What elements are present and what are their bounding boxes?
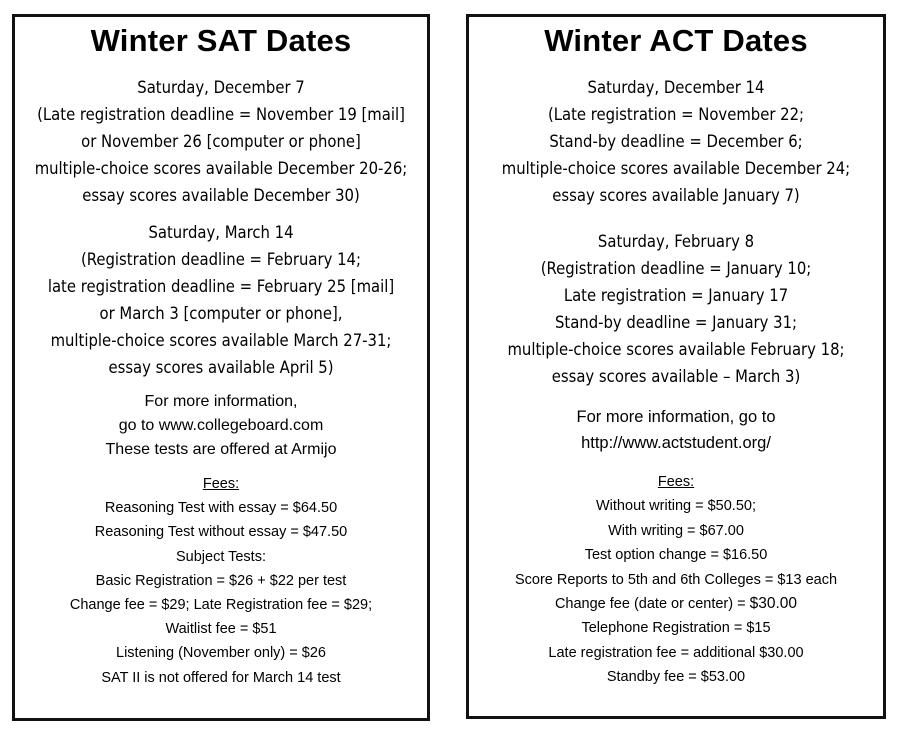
act-date2-line: (Registration deadline = January 10; — [540, 259, 812, 278]
sat-fees-title: Fees: — [202, 476, 240, 492]
sat-date2-line: late registration deadline = February 25 [mail] — [47, 277, 395, 296]
sat-date2-line: Saturday, March 14 — [148, 223, 294, 242]
sat-date2-line: or March 3 [computer or phone], — [99, 304, 343, 323]
sat-december-date-block — [15, 74, 427, 209]
sat-date2-line: essay scores available April 5) — [108, 358, 334, 377]
act-date1-line: Saturday, December 14 — [587, 78, 765, 97]
sat-date1-line: multiple-choice scores available December 20-26; — [34, 159, 408, 178]
act-fee-line: Without writing = $50.50; — [596, 498, 756, 515]
sat-date2-line: (Registration deadline = February 14; — [81, 250, 361, 269]
sat-fee-line: Subject Tests: — [175, 548, 266, 565]
act-december-date-block — [469, 74, 883, 209]
sat-date1-line: Saturday, December 7 — [137, 78, 305, 97]
sat-fee-line: Listening (November only) = $26 — [116, 645, 326, 662]
act-date2-line: Late registration = January 17 — [563, 286, 789, 305]
sat-fee-line: Reasoning Test with essay = $64.50 — [104, 500, 338, 517]
sat-march-date-block — [15, 219, 427, 381]
act-fees-block — [469, 470, 883, 690]
act-fee-line: Telephone Registration = $15 — [581, 620, 771, 637]
sat-date1-line: essay scores available December 30) — [82, 186, 360, 205]
sat-date1-line: or November 26 [computer or phone] — [81, 132, 361, 151]
sat-info-link-text: go to www.collegeboard.com — [118, 417, 324, 434]
act-fee-line: Standby fee = $53.00 — [606, 669, 746, 686]
sat-fee-line: Change fee = $29; Late Registration fee = $29; — [69, 597, 373, 614]
sat-info-line: For more information, — [144, 393, 298, 410]
act-change-fee-amount: $30.00 — [749, 595, 798, 613]
act-date1-line: multiple-choice scores available December 24; — [501, 159, 851, 178]
sat-date2-line: multiple-choice scores available March 27-31; — [50, 331, 392, 350]
act-date2-line: Stand-by deadline = January 31; — [554, 313, 798, 332]
act-fee-line-change — [469, 592, 883, 616]
act-fee-line: Score Reports to 5th and 6th Colleges = $13 each — [514, 571, 838, 588]
sat-info-line: These tests are offered at Armijo — [105, 441, 337, 458]
act-date2-line: essay scores available – March 3) — [551, 367, 801, 386]
sat-fee-line: Basic Registration = $26 + $22 per test — [95, 572, 347, 589]
sat-fee-line: Waitlist fee = $51 — [165, 621, 277, 638]
sat-fee-line: Reasoning Test without essay = $47.50 — [94, 524, 348, 541]
act-date1-line: Stand-by deadline = December 6; — [549, 132, 803, 151]
act-info-block — [469, 404, 883, 456]
act-date1-line: (Late registration = November 22; — [547, 105, 805, 124]
act-fee-line: With writing = $67.00 — [608, 522, 744, 539]
act-date2-line: Saturday, February 8 — [597, 232, 755, 251]
act-fee-line: Late registration fee = additional $30.00 — [548, 644, 804, 661]
act-dates-panel — [466, 14, 886, 719]
act-info-link-text: http://www.actstudent.org/ — [581, 434, 771, 452]
sat-date1-line: (Late registration deadline = November 19 [mail] — [37, 105, 405, 124]
act-change-fee-label: Change fee (date or center) = — [554, 596, 750, 613]
sat-info-block — [15, 390, 427, 462]
sat-fee-line: SAT II is not offered for March 14 test — [101, 669, 341, 686]
act-date1-line: essay scores available January 7) — [552, 186, 800, 205]
act-february-date-block — [469, 228, 883, 390]
act-date2-line: multiple-choice scores available February 18; — [507, 340, 845, 359]
act-title: Winter ACT Dates — [544, 23, 808, 58]
sat-title: Winter SAT Dates — [90, 23, 352, 58]
sat-fees-block — [15, 472, 427, 690]
act-info-line: For more information, go to — [576, 408, 776, 426]
sat-dates-panel — [12, 14, 430, 721]
act-fees-title: Fees: — [657, 474, 695, 490]
act-fee-line: Test option change = $16.50 — [584, 547, 768, 564]
